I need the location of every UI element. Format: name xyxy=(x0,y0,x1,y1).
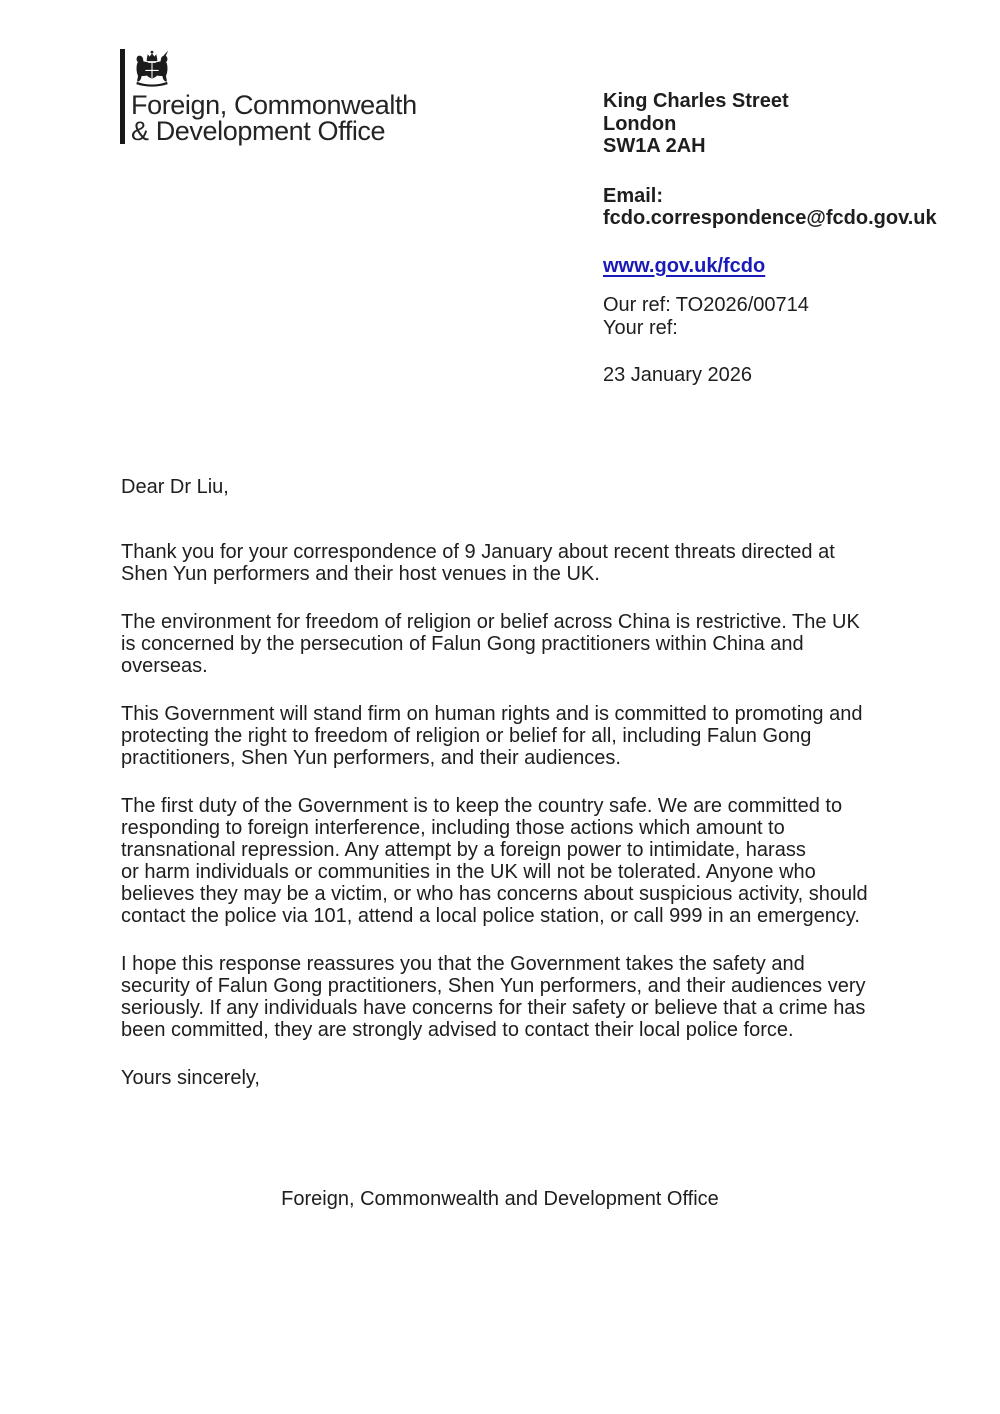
royal-coat-of-arms-icon xyxy=(131,50,173,88)
your-ref-label: Your ref: xyxy=(603,316,678,339)
email-address: fcdo.correspondence@fcdo.gov.uk xyxy=(603,207,937,229)
org-name-line: Foreign, Commonwealth xyxy=(131,90,417,120)
text-line: seriously. If any individuals have concerns for their safety or believe that a crime has xyxy=(121,997,866,1019)
org-name xyxy=(131,92,417,144)
text-line: practitioners, Shen Yun performers, and their audiences. xyxy=(121,747,621,769)
website-link[interactable]: www.gov.uk/fcdo xyxy=(603,254,766,277)
text-line: contact the police via 101, attend a local police station, or call 999 in an emergency. xyxy=(121,905,860,927)
salutation: Dear Dr Liu, xyxy=(121,476,229,498)
letter-paragraphs xyxy=(121,541,879,1041)
text-line: The first duty of the Government is to keep the country safe. We are committed to xyxy=(121,795,843,817)
text-line: Thank you for your correspondence of 9 January about recent threats directed at xyxy=(121,541,835,563)
reference-block xyxy=(603,294,937,339)
text-line: I hope this response reassures you that the Government takes the safety and xyxy=(121,953,805,975)
logo-vertical-bar xyxy=(120,49,125,144)
our-ref-row xyxy=(603,294,937,317)
address-line: SW1A 2AH xyxy=(603,135,706,157)
fcdo-logo xyxy=(120,48,460,148)
text-line: been committed, they are strongly advised to contact their local police force. xyxy=(121,1019,794,1041)
text-line: overseas. xyxy=(121,655,208,677)
text-line: is concerned by the persecution of Falun Gong practitioners within China and xyxy=(121,633,804,655)
address-line: London xyxy=(603,112,677,135)
letter-paragraph xyxy=(121,611,879,677)
address-line: King Charles Street xyxy=(603,90,789,112)
contact-block xyxy=(603,90,937,387)
letter-date: 23 January 2026 xyxy=(603,364,753,386)
letter-body xyxy=(121,476,879,1210)
text-line: The environment for freedom of religion or belief across China is restrictive. The UK xyxy=(121,611,860,633)
letter-paragraph xyxy=(121,703,879,769)
text-line: or harm individuals or communities in the UK will not be tolerated. Anyone who xyxy=(121,861,816,883)
letter-paragraph xyxy=(121,795,879,927)
text-line: Shen Yun performers and their host venues in the UK. xyxy=(121,563,600,585)
text-line: security of Falun Gong practitioners, Shen Yun performers, and their audiences very xyxy=(121,975,866,997)
closing: Yours sincerely, xyxy=(121,1067,260,1089)
text-line: responding to foreign interference, including those actions which amount to xyxy=(121,817,785,839)
signature-org: Foreign, Commonwealth and Development Office xyxy=(281,1188,719,1210)
postal-address xyxy=(603,90,937,158)
text-line: This Government will stand firm on human rights and is committed to promoting and xyxy=(121,703,863,725)
email-label: Email: xyxy=(603,184,664,207)
text-line: transnational repression. Any attempt by a foreign power to intimidate, harass xyxy=(121,839,806,861)
letter-paragraph xyxy=(121,953,879,1041)
your-ref-row xyxy=(603,317,937,340)
our-ref-label: Our ref: xyxy=(603,294,671,316)
our-ref-value: TO2026/00714 xyxy=(675,294,809,316)
letter-paragraph xyxy=(121,541,879,585)
text-line: believes they may be a victim, or who has concerns about suspicious activity, should xyxy=(121,883,868,905)
website-row xyxy=(603,255,937,278)
org-name-line: & Development Office xyxy=(131,116,386,146)
email-block xyxy=(603,185,937,230)
text-line: protecting the right to freedom of religion or belief for all, including Falun Gong xyxy=(121,725,812,747)
